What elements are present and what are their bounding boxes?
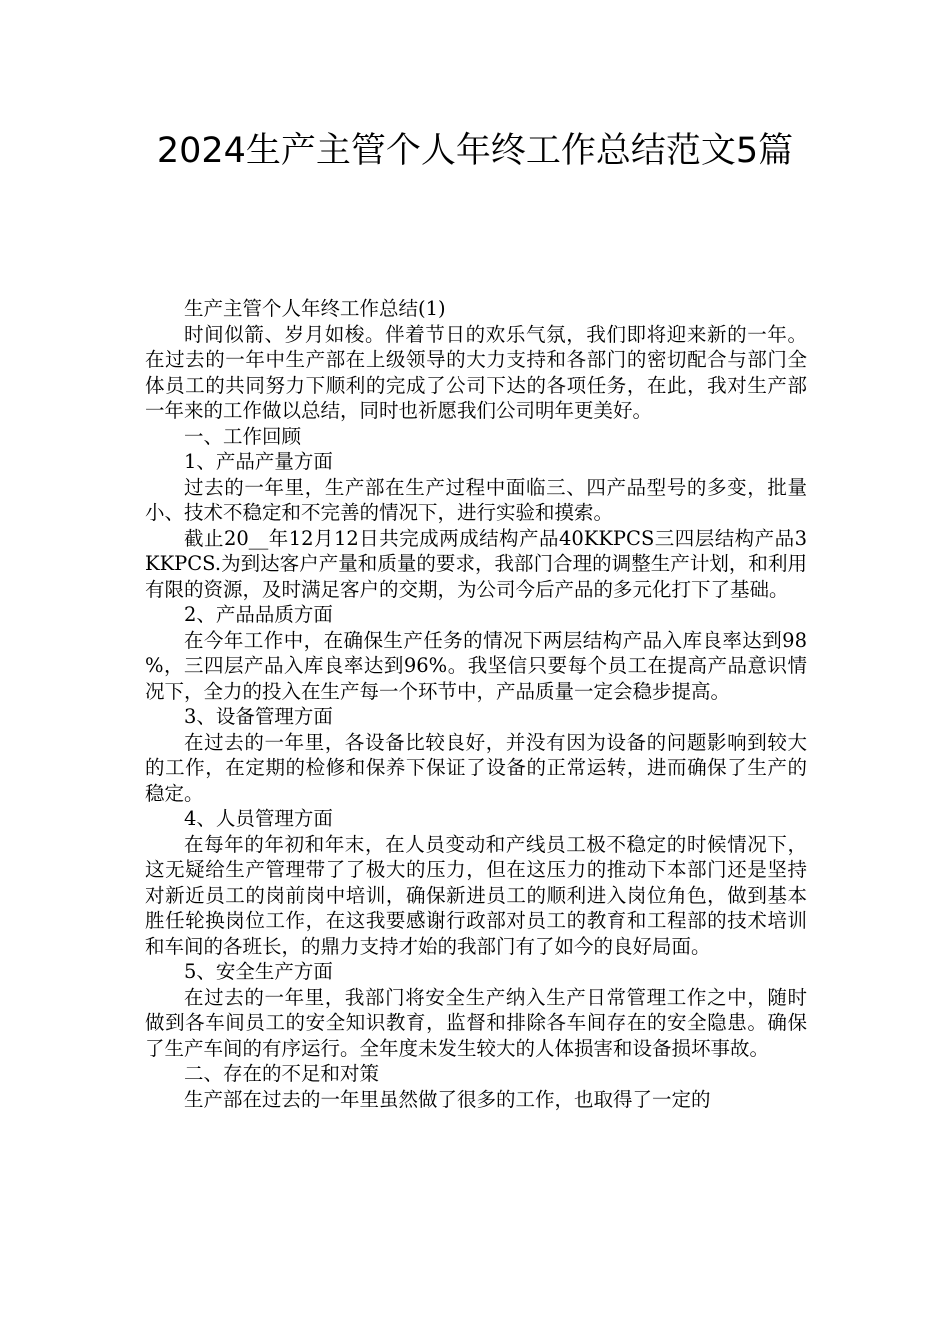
paragraph: 在过去的一年里，各设备比较良好，并没有因为设备的问题影响到较大的工作，在定期的检修和保养下保证了设备的正常运转，进而确保了生产的稳定。: [145, 730, 807, 805]
section-heading: 一、工作回顾: [184, 424, 302, 448]
section-heading: 二、存在的不足和对策: [184, 1062, 380, 1085]
paragraph: 时间似箭、岁月如梭。伴着节日的欢乐气氛，我们即将迎来新的一年。在过去的一年中生产部在上级领导的大力支持和各部门的密切配合与部门全体员工的共同努力下顺利的完成了公司下达的各项任务，在此，我对生产部一年来的工作做以总结，同时也祈愿我们公司明年更美好。: [145, 322, 807, 422]
paragraph: 生产部在过去的一年里虽然做了很多的工作，也取得了一定的: [184, 1087, 711, 1111]
document-title: 2024生产主管个人年终工作总结范文5篇: [156, 131, 794, 171]
subsection-heading: 3、设备管理方面: [184, 705, 333, 728]
paragraph: 过去的一年里，生产部在生产过程中面临三、四产品型号的多变，批量小、技术不稳定和不完善的情况下，进行实验和摸索。: [145, 475, 807, 524]
paragraph: 在今年工作中，在确保生产任务的情况下两层结构产品入库良率达到98%，三四层产品入库良率达到96%。我坚信只要每个员工在提高产品意识情况下，全力的投入在生产每一个环节中，产品质量一定会稳步提高。: [145, 628, 807, 703]
document-body: [145, 296, 807, 1112]
paragraph: 在过去的一年里，我部门将安全生产纳入生产日常管理工作之中，随时做到各车间员工的安全知识教育，监督和排除各车间存在的安全隐患。确保了生产车间的有序运行。全年度未发生较大的人体损害和设备损坏事故。: [145, 985, 807, 1060]
paragraph: 在每年的年初和年末，在人员变动和产线员工极不稳定的时候情况下，这无疑给生产管理带了了极大的压力，但在这压力的推动下本部门还是坚持对新近员工的岗前岗中培训，确保新进员工的顺利进入岗位角色，做到基本胜任轮换岗位工作，在这我要感谢行政部对员工的教育和工程部的技术培训和车间的各班长，的鼎力支持才始的我部门有了如今的良好局面。: [145, 832, 807, 958]
subsection-heading: 5、安全生产方面: [184, 960, 333, 983]
section-heading: 生产主管个人年终工作总结(1): [184, 297, 446, 320]
paragraph: 截止20__年12月12日共完成两成结构产品40KKPCS三四层结构产品3KKPCS.为到达客户产量和质量的要求，我部门合理的调整生产计划，和利用有限的资源，及时满足客户的交期，为公司今后产品的多元化打下了基础。: [145, 526, 807, 601]
subsection-heading: 4、人员管理方面: [184, 807, 333, 830]
subsection-heading: 2、产品品质方面: [184, 603, 333, 626]
subsection-heading: 1、产品产量方面: [184, 450, 333, 473]
